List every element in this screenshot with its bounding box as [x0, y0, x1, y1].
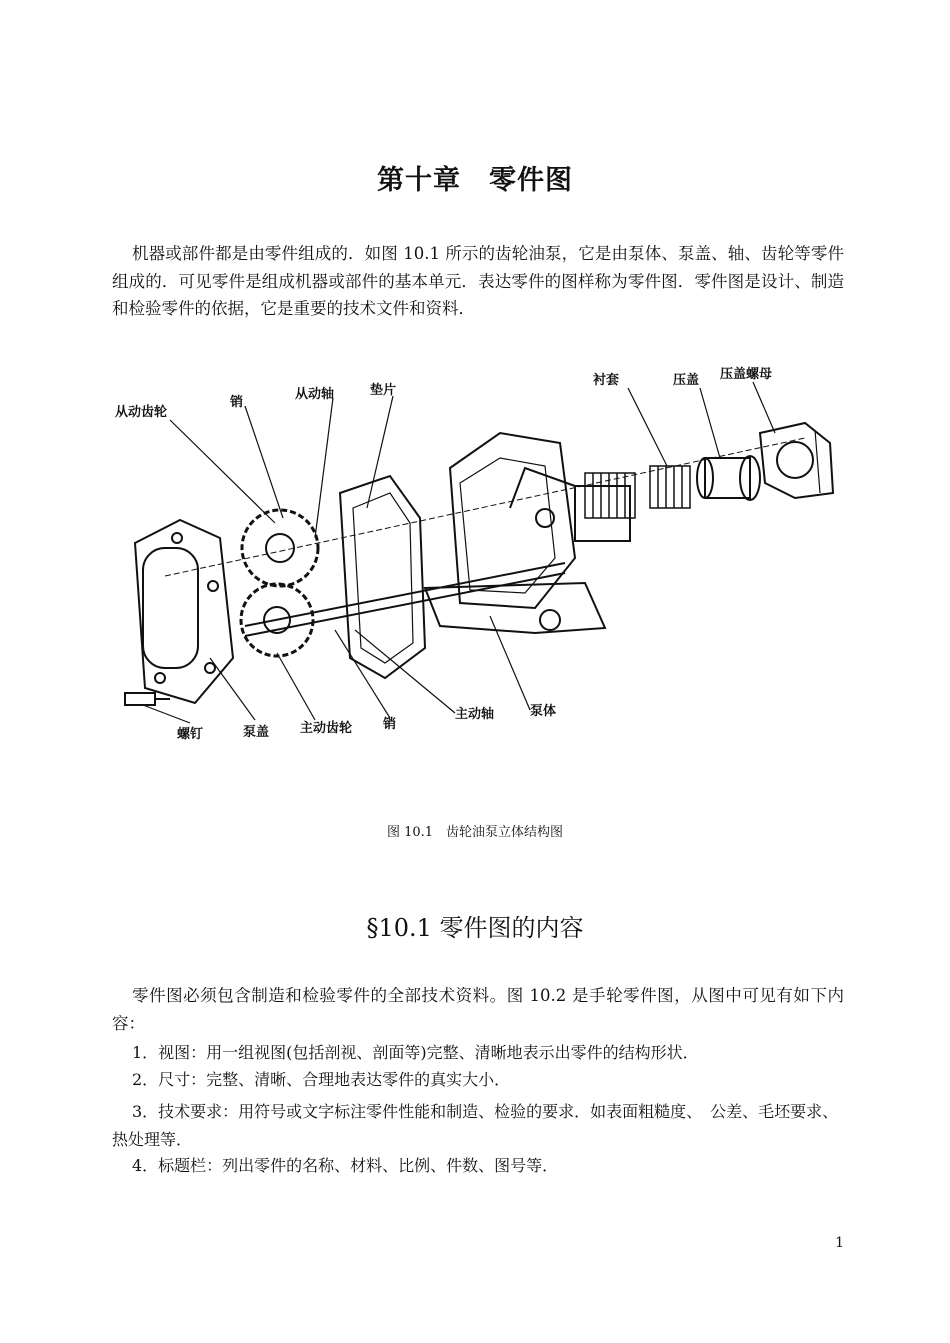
- gland-nut-part: [760, 423, 833, 498]
- label-driven-gear: 从动齿轮: [115, 405, 168, 420]
- label-pin-top: 销: [230, 395, 244, 410]
- list-item: 4．标题栏：列出零件的名称、材料、比例、件数、图号等．: [132, 1156, 559, 1175]
- intro-paragraph: 机器或部件都是由零件组成的．如图 10.1 所示的齿轮油泵，它是由泵体、泵盖、轴、齿轮等零件组成的．可见零件是组成机器或部件的基本单元．表达零件的图样称为零件图．零件图是设计、制造和检验零件的依据，它是重要的技术文件和资料．: [112, 244, 844, 318]
- list-item: 1．视图：用一组视图(包括剖视、剖面等)完整、清晰地表示出零件的结构形状．: [132, 1043, 699, 1062]
- label-pump-cover: 泵盖: [243, 725, 270, 740]
- pump-body-part: [425, 433, 630, 633]
- label-drive-shaft: 主动轴: [455, 707, 495, 722]
- label-gland-nut: 压盖螺母: [720, 367, 773, 382]
- label-bushing: 衬套: [593, 373, 620, 388]
- gear-pump-exploded-figure: [105, 358, 850, 758]
- label-driven-shaft: 从动轴: [295, 387, 335, 402]
- section-title: §10.1 零件图的内容: [366, 914, 584, 942]
- page-number: 1: [835, 1235, 844, 1251]
- screw-part: [125, 693, 170, 705]
- label-pin-bottom: 销: [383, 717, 397, 732]
- list-item: 2．尺寸：完整、清晰、合理地表达零件的真实大小．: [132, 1070, 511, 1089]
- bushing-part: [650, 466, 690, 508]
- driven-gear-part: [242, 510, 318, 586]
- label-pump-body: 泵体: [530, 704, 557, 719]
- figure-caption: 图 10.1 齿轮油泵立体结构图: [386, 825, 564, 840]
- chapter-title: 第十章 零件图: [377, 165, 573, 196]
- label-screw: 螺钉: [177, 727, 204, 742]
- section-intro-paragraph: 零件图必须包含制造和检验零件的全部技术资料。图 10.2 是手轮零件图，从图中可见有如下内容：: [112, 986, 844, 1033]
- label-gland: 压盖: [673, 373, 700, 388]
- label-drive-gear: 主动齿轮: [300, 721, 353, 736]
- pump-cover-part: [135, 520, 233, 703]
- gasket-part: [340, 476, 425, 678]
- label-gasket: 垫片: [370, 383, 397, 398]
- gland-part: [697, 456, 760, 500]
- list-item: 3．技术要求：用符号或文字标注零件性能和制造、检验的要求．如表面粗糙度、 公差、毛坯要求、热处理等．: [112, 1102, 839, 1149]
